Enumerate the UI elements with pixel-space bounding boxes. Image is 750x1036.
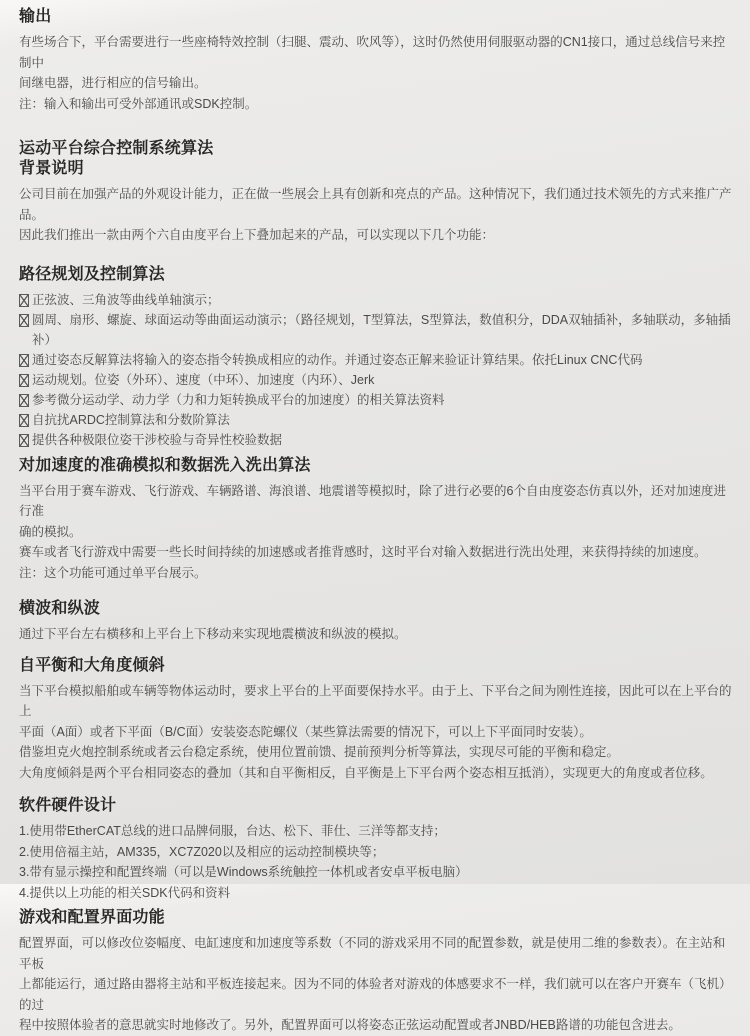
- ballot-box-x-icon: [19, 314, 29, 327]
- ballot-box-x-icon: [19, 434, 29, 447]
- list-item: [19, 370, 732, 390]
- section-game-config-ui: [19, 909, 732, 1036]
- ballot-box-x-icon: [19, 414, 29, 427]
- section-waves: [19, 600, 732, 645]
- list-item: [19, 290, 732, 310]
- paragraph-line: 当下平台模拟船舶或车辆等物体运动时，要求上平台的上平面要保持水平。由于上、下平台之间为刚性连接，因此可以在上平台的上: [19, 683, 732, 718]
- paragraph-line: 注：这个功能可通过单平台展示。: [19, 565, 207, 580]
- list-item: [19, 390, 732, 410]
- feature-list: [19, 290, 732, 450]
- section-motion-platform-overview: [19, 140, 732, 246]
- section-path-planning: [19, 266, 732, 450]
- ballot-box-x-icon: [19, 394, 29, 407]
- paragraph-line: 赛车或者飞行游戏中需要一些长时间持续的加速感或者推背感时，这时平台对输入数据进行洗出处理，来获得持续的加速度。: [19, 545, 707, 559]
- list-item-text: 提供各种极限位姿干涉校验与奇异性校验数据: [32, 432, 283, 447]
- paragraph-line: 因此我们推出一款由两个六自由度平台上下叠加起来的产品，可以实现以下几个功能：: [19, 228, 495, 242]
- section-title: 对加速度的准确模拟和数据洗入洗出算法: [19, 456, 311, 474]
- list-item: [19, 310, 732, 350]
- section-title: 横波和纵波: [19, 600, 101, 617]
- section-output: [19, 8, 732, 114]
- ballot-box-x-icon: [19, 294, 29, 307]
- list-item-text: 参考微分运动学、动力学（力和力矩转换成平台的加速度）的相关算法资料: [32, 392, 445, 407]
- section-title: 软件硬件设计: [19, 797, 117, 814]
- list-item-text: 自抗扰ARDC控制算法和分数阶算法: [32, 412, 230, 427]
- paragraph-line: 有些场合下，平台需要进行一些座椅特效控制（扫腿、震动、吹风等），这时仍然使用伺服驱动器的CN1接口，通过总线信号来控制中: [19, 35, 726, 70]
- list-item-text: 运动规划。位姿（外环）、速度（中环）、加速度（内环）、Jerk: [32, 372, 375, 387]
- paragraph-line: 借鉴坦克火炮控制系统或者云台稳定系统，使用位置前馈、提前预判分析等算法，实现尽可能的平衡和稳定。: [19, 745, 620, 759]
- list-item: [19, 350, 732, 370]
- paragraph-line: 平面（A面）或者下平面（B/C面）安装姿态陀螺仪（某些算法需要的情况下，可以上下平面同时安装）。: [19, 724, 592, 739]
- section-title: 输出: [19, 8, 52, 25]
- list-item-text: 圆周、扇形、螺旋、球面运动等曲面运动演示；（路径规划，T型算法，S型算法，数值积分，DDA双轴插补，多轴联动，多轴插补）: [32, 312, 731, 347]
- numbered-line: 1.使用带EtherCAT总线的进口品牌伺服，台达、松下、菲仕、三洋等都支持；: [19, 824, 446, 838]
- paragraph-line: 当平台用于赛车游戏、飞行游戏、车辆路谱、海浪谱、地震谱等模拟时，除了进行必要的6个自由度姿态仿真以外，还对加速度进行准: [19, 483, 726, 518]
- paragraph-line: 公司目前在加强产品的外观设计能力，正在做一些展会上具有创新和亮点的产品。这种情况下，我们通过技术领先的方式来推广产品。: [19, 187, 732, 222]
- paragraph-line: 通过下平台左右横移和上平台上下移动来实现地震横波和纵波的模拟。: [19, 627, 407, 641]
- paragraph-line: 大角度倾斜是两个平台相同姿态的叠加（其和自平衡相反，自平衡是上下平台两个姿态相互抵消），实现更大的角度或者位移。: [19, 765, 713, 780]
- section-acceleration-washout: [19, 457, 732, 584]
- numbered-line: 4.提供以上功能的相关SDK代码和资料: [19, 885, 231, 900]
- list-item: [19, 410, 732, 430]
- list-item: [19, 430, 732, 450]
- paragraph-line: 注：输入和输出可受外部通讯或SDK控制。: [19, 96, 258, 111]
- section-subtitle: 背景说明: [19, 160, 84, 177]
- section-self-balance: [19, 657, 732, 784]
- section-title: 路径规划及控制算法: [19, 265, 165, 283]
- section-software-hardware: [19, 797, 732, 903]
- ballot-box-x-icon: [19, 374, 29, 387]
- section-title: 自平衡和大角度倾斜: [19, 656, 165, 674]
- paragraph-line: 配置界面，可以修改位姿幅度、电缸速度和加速度等系数（不同的游戏采用不同的配置参数，就是使用二维的参数表）。在主站和平板: [19, 936, 726, 971]
- section-title: 游戏和配置界面功能: [19, 909, 165, 926]
- numbered-line: 2.使用倍福主站，AM335，XC7Z020以及相应的运动控制模块等；: [19, 844, 385, 859]
- paragraph-line: 确的模拟。: [19, 524, 82, 539]
- paragraph-line: 程中按照体验者的意思就实时地修改了。另外，配置界面可以将姿态正弦运动配置或者JNBD/HEB路谱的功能包含进去。: [19, 1018, 681, 1032]
- numbered-line: 3.带有显示操控和配置终端（可以是Windows系统触控一体机或者安卓平板电脑）: [19, 865, 468, 879]
- ballot-box-x-icon: [19, 354, 29, 367]
- list-item-text: 正弦波、三角波等曲线单轴演示；: [32, 292, 220, 307]
- paragraph-line: 间继电器，进行相应的信号输出。: [19, 76, 207, 90]
- paragraph-line: 上都能运行，通过路由器将主站和平板连接起来。因为不同的体验者对游戏的体感要求不一样，我们就可以在客户开赛车（飞机）的过: [19, 977, 732, 1012]
- list-item-text: 通过姿态反解算法将输入的姿态指令转换成相应的动作。并通过姿态正解来验证计算结果。依托Linux CNC代码: [32, 352, 643, 367]
- document-title: 运动平台综合控制系统算法: [19, 140, 214, 157]
